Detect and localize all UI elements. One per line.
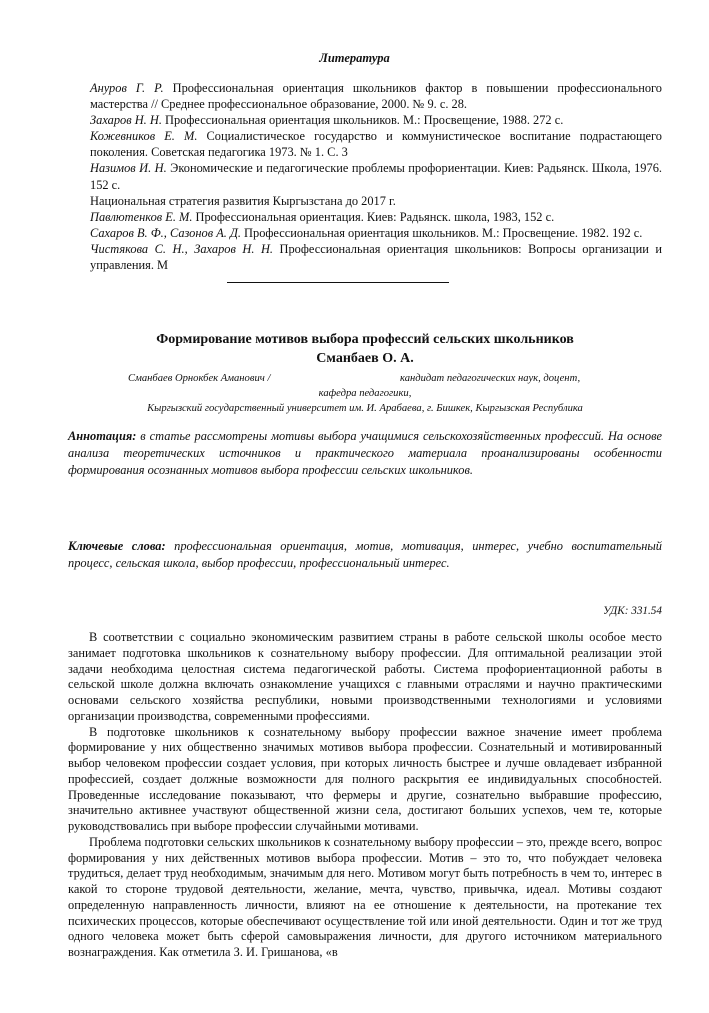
reference-item <box>90 80 662 112</box>
reference-text: Профессиональная ориентация школьников. М.: Просвещение. 1982. 192 с. <box>240 225 643 240</box>
reference-author: Сахаров В. Ф., Сазонов А. Д. <box>90 225 241 240</box>
body-paragraph: В соответствии с социально экономическим развитием страны в работе сельской школы особое место занимает подготовка школьников к сознательному выбору профессии. Для оптимальной реализации этой задачи необходима целостная система педагогической работы. Система профориентационной работы в сельской школе должна включать ознакомление учащихся с главными отраслями и научно практическими основами сельского хозяйства республики, новыми производственными технологиями и условиями организации производства, современными профессиями. <box>68 630 662 723</box>
article-header <box>60 330 670 368</box>
keywords-label: Ключевые слова: <box>68 539 166 553</box>
body-paragraph: В подготовке школьников к сознательному выбору профессии важное значение имеет проблема формирование у них общественно значимых мотивов выбора профессии. Сознательный и мотивированный выбор человеком профессии создает условия, при которых личность быстрее и лучше овладевает избранной профессией, создает должные возможности для полного раскрытия ее индивидуальных способностей. Проведенные исследование показывают, что фермеры и другие, сознательно выбравшие профессию, значительно активнее участвуют общественной жизни села, достигают больших успехов, чем те, которые руководствовались при выборе профессии случайными мотивами. <box>68 724 662 833</box>
reference-text: Социалистическое государство и коммунистическое воспитание подрастающего поколения. Советская педагогика 1973. № 1. С. 3 <box>90 129 662 160</box>
reference-item <box>90 128 662 160</box>
author-degree: кандидат педагогических наук, доцент, <box>400 373 581 384</box>
reference-author: Павлютенков Е. М. <box>90 209 193 224</box>
reference-author: Кожевников Е. М. <box>90 129 198 144</box>
reference-author: Чистякова С. Н., Захаров Н. Н. <box>90 241 273 256</box>
reference-text: Профессиональная ориентация школьников фактор в повышении профессионального мастерства // Среднее профессиональное образование, 2000. № 9. с. 28. <box>90 81 662 112</box>
reference-item <box>90 193 662 209</box>
reference-author: Ануров Г. Р. <box>90 81 164 95</box>
reference-text: Экономические и педагогические проблемы профориентации. Киев: Радьянск. Школа, 1976. 152 с. <box>90 161 662 192</box>
reference-list <box>90 80 662 273</box>
reference-text: Национальная стратегия развития Кыргызстана до 2017 г. <box>90 193 396 208</box>
reference-author: Назимов И. Н. <box>90 161 167 176</box>
reference-item <box>90 225 662 241</box>
article-title: Формирование мотивов выбора профессий сельских школьников <box>156 332 574 347</box>
keywords <box>68 538 662 572</box>
section-divider <box>227 282 449 283</box>
reference-text: Профессиональная ориентация школьников. М.: Просвещение, 1988. 272 с. <box>161 113 564 128</box>
author-full-name: Сманбаев Орнокбек Аманович / <box>128 373 271 384</box>
reference-author: Захаров Н. Н. <box>90 113 162 128</box>
author-affiliation <box>60 372 670 416</box>
reference-item <box>90 160 662 192</box>
abstract-label: Аннотация: <box>68 429 137 443</box>
literature-heading: Литература <box>319 51 390 65</box>
keywords-text: профессиональная ориентация, мотив, мотивация, интерес, учебно воспитательный процесс, сельская школа, выбор профессии, профессиональный интерес. <box>68 539 662 571</box>
author-university: Кыргызский государственный университет им. И. Арабаева, г. Бишкек, Кыргызская Республика <box>147 402 583 414</box>
abstract <box>68 428 662 480</box>
abstract-text: в статье рассмотрены мотивы выбора учащимися сельскохозяйственных профессий. На основе анализа теоретических источников и практического материала проанализированы особенности формирования осознанных мотивов выбора профессии сельских школьников. <box>68 429 662 478</box>
article-author: Сманбаев О. А. <box>316 351 414 366</box>
udk-code: УДК: 331.54 <box>603 605 662 617</box>
affiliation-line <box>60 372 670 387</box>
article-body <box>68 630 662 961</box>
author-department: кафедра педагогики, <box>318 388 412 399</box>
reference-item <box>90 241 662 273</box>
reference-item <box>90 209 662 225</box>
reference-item <box>90 112 662 128</box>
body-paragraph: Проблема подготовки сельских школьников к сознательному выбору профессии – это, прежде всего, вопрос формирования у них действенных мотивов выбора профессии. Мотив – это то, что побуждает человека трудиться, делает труд необходимым, значимым для него. Мотивом могут быть потребность в чем то, интерес в какой то стороне трудовой деятельности, желание, мечта, чувство, привычка, идеал. Мотивы создают определенную направленность личности, влияют на ее отношение к деятельности, на протекание тех психических процессов, которые обеспечивают осуществление той или иной деятельности. Один и тот же труд одного человека может быть сферой самовыражения личности, для другого источником материального вознаграждения. Как отметила З. И. Гришанова, «в <box>68 834 662 959</box>
reference-text: Профессиональная ориентация школьников: Вопросы организации и управления. М <box>90 241 662 273</box>
reference-text: Профессиональная ориентация. Киев: Радьянск. школа, 1983, 152 с. <box>192 209 555 224</box>
